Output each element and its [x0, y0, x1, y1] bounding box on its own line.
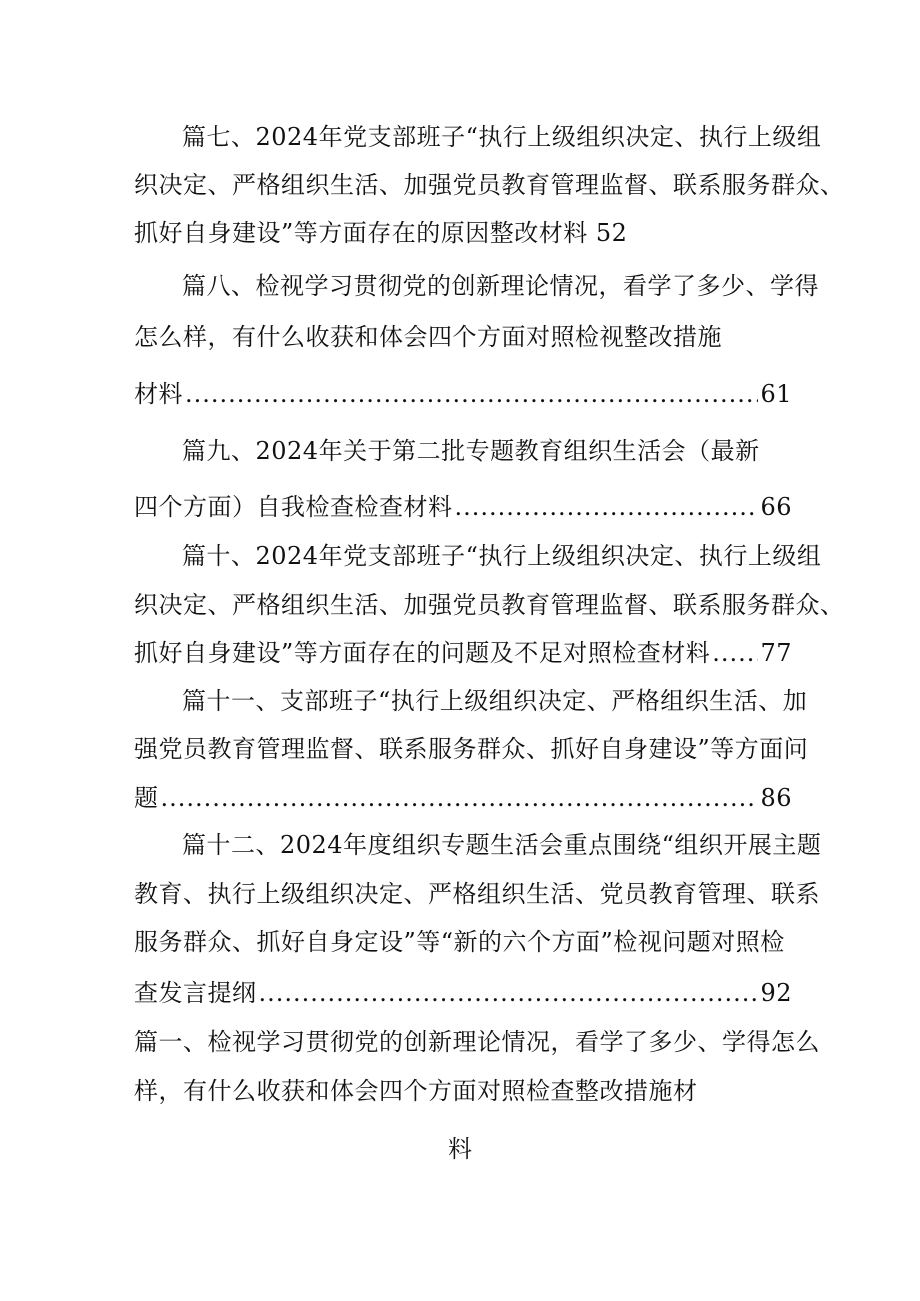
toc-entry-12-line-3: 服务群众、抓好自身定设”等“新的六个方面”检视问题对照检	[134, 928, 785, 956]
dot-leader	[259, 978, 759, 1008]
toc-entry-12-line-4: 查发言提纲	[134, 979, 257, 1007]
toc-entry-7-line-2: 织决定、严格组织生活、加强党员教育管理监督、联系服务群众、	[134, 171, 845, 199]
toc-entry-8-line-2: 怎么样，有什么收获和体会四个方面对照检视整改措施	[134, 323, 722, 351]
toc-entry-12-line-1: 篇十二、2024年度组织专题生活会重点围绕“组织开展主题	[182, 831, 822, 859]
toc-entry-11-line-2: 强党员教育管理监督、联系服务群众、抓好自身建设”等方面问	[134, 735, 809, 763]
toc-entry-11-line-1: 篇十一、支部班子“执行上级组织决定、严格组织生活、加	[182, 687, 808, 715]
toc-entry-8-leader-row[interactable]	[134, 379, 792, 409]
toc-entry-7-line-3: 抓好自身建设”等方面存在的原因整改材料 52	[134, 219, 628, 247]
toc-entry-12-page-number: 92	[760, 979, 792, 1007]
toc-entry-10-line-3: 抓好自身建设”等方面存在的问题及不足对照检查材料	[134, 639, 711, 667]
toc-entry-8-page-number: 61	[760, 380, 792, 408]
toc-entry-8-line-1: 篇八、检视学习贯彻党的创新理论情况，看学了多少、学得	[182, 272, 819, 300]
dot-leader	[185, 379, 758, 409]
toc-entry-10-leader-row[interactable]	[134, 638, 792, 668]
section-1-title-line-3: 料	[448, 1135, 472, 1163]
toc-entry-9-line-2: 四个方面）自我检查检查材料	[134, 493, 453, 521]
toc-entry-9-line-1: 篇九、2024年关于第二批专题教育组织生活会（最新	[182, 437, 760, 465]
toc-entry-12-line-2: 教育、执行上级组织决定、严格组织生活、党员教育管理、联系	[134, 880, 820, 908]
toc-entry-9-page-number: 66	[760, 493, 792, 521]
dot-leader	[455, 492, 759, 522]
toc-entry-8-line-3: 材料	[134, 380, 183, 408]
dot-leader	[712, 638, 758, 668]
toc-entry-11-leader-row[interactable]	[134, 783, 792, 813]
toc-entry-9-leader-row[interactable]	[134, 492, 792, 522]
toc-entry-10-line-2: 织决定、严格组织生活、加强党员教育管理监督、联系服务群众、	[134, 591, 845, 619]
toc-entry-10-page-number: 77	[760, 639, 792, 667]
toc-entry-11-page-number: 86	[760, 784, 792, 812]
toc-entry-10-line-1: 篇十、2024年党支部班子“执行上级组织决定、执行上级组	[182, 542, 822, 570]
section-1-title-line-2: 样，有什么收获和体会四个方面对照检查整改措施材	[134, 1077, 698, 1105]
toc-entry-12-leader-row[interactable]	[134, 978, 792, 1008]
dot-leader	[161, 783, 759, 813]
toc-entry-11-line-3: 题	[134, 784, 159, 812]
toc-entry-7-line-1: 篇七、2024年党支部班子“执行上级组织决定、执行上级组	[182, 123, 822, 151]
section-1-title-line-1: 篇一、检视学习贯彻党的创新理论情况，看学了多少、学得怎么	[134, 1028, 820, 1056]
